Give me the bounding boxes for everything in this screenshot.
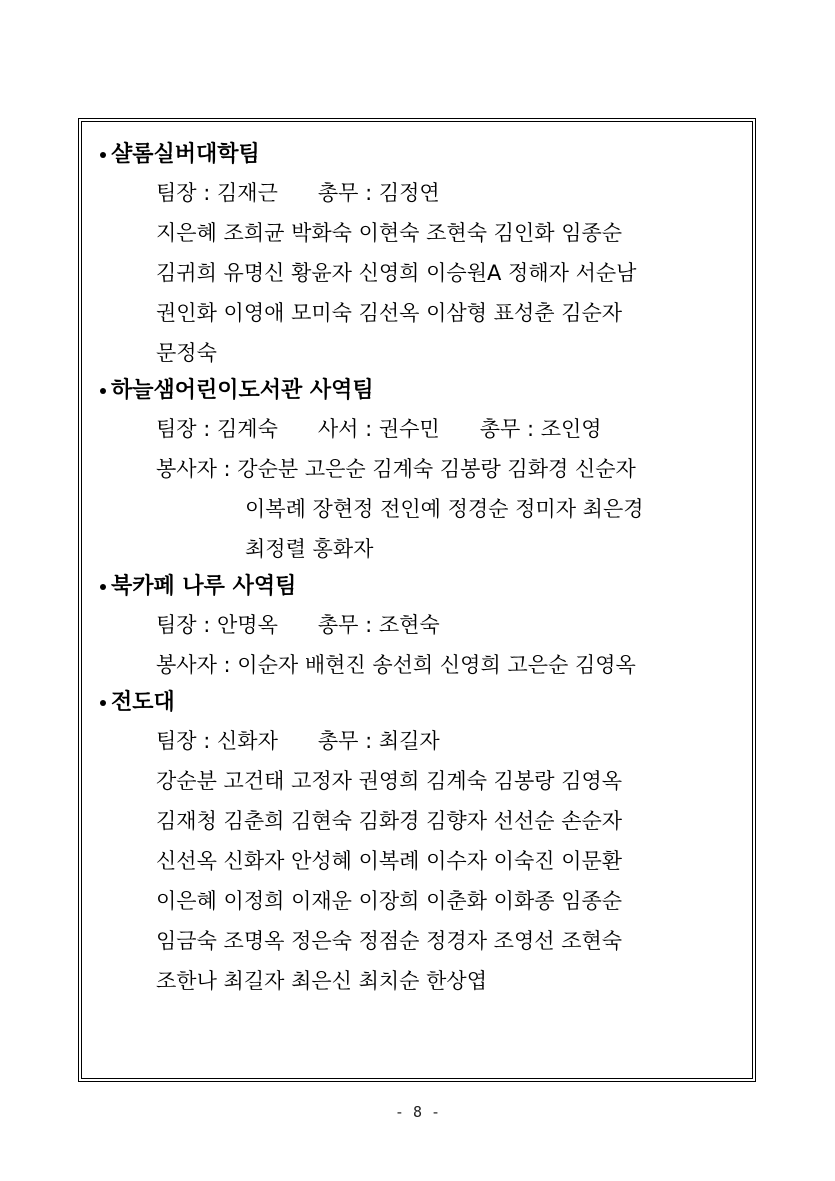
evangelism-leader: 팀장 : 신화자 [156,729,278,753]
bullet-icon [100,700,106,706]
evangelism-members-line-3: 신선옥 신화자 안성혜 이복례 이수자 이숙진 이문환 [156,849,623,873]
section-title-bookcafe [100,569,720,605]
page-number: - 8 - [394,1103,441,1121]
library-librarian: 사서 : 권수민 [317,417,440,441]
section-title-evangelism [100,685,720,721]
bullet-icon [100,388,106,394]
sharom-secretary: 총무 : 김정연 [317,181,440,205]
section-title-text: 하늘샘어린이도서관 사역팀 [111,378,374,403]
library-volunteers-line-3: 최정렬 홍화자 [245,537,374,561]
section-title-sharom [100,137,720,173]
section-title-text: 북카페 나루 사역팀 [111,574,297,599]
document-content [100,137,720,1001]
evangelism-officers [100,721,720,761]
sharom-members-line-4: 문정숙 [156,341,217,365]
evangelism-secretary: 총무 : 최길자 [317,729,440,753]
library-volunteers-line-2: 이복례 장현정 전인예 정경순 정미자 최은경 [245,497,644,521]
sharom-officers [100,173,720,213]
section-title-text: 샬롬실버대학팀 [111,142,260,167]
evangelism-members-line-5: 임금숙 조명옥 정은숙 정점순 정경자 조영선 조현숙 [156,929,623,953]
section-title-text: 전도대 [111,690,175,715]
evangelism-members-line-1: 강순분 고건태 고정자 권영희 김계숙 김봉랑 김영옥 [156,769,623,793]
sharom-members-line-2: 김귀희 유명신 황윤자 신영희 이승원A 정해자 서순남 [156,261,637,285]
library-volunteers-line-1: 봉사자 : 강순분 고은순 김계숙 김봉랑 김화경 신순자 [156,457,636,481]
section-title-library [100,373,720,409]
bookcafe-secretary: 총무 : 조현숙 [317,613,440,637]
bookcafe-volunteers: 봉사자 : 이순자 배현진 송선희 신영희 고은순 김영옥 [156,653,636,677]
bullet-icon [100,152,106,158]
sharom-members-line-3: 권인화 이영애 모미숙 김선옥 이삼형 표성춘 김순자 [156,301,623,325]
sharom-members-line-1: 지은혜 조희균 박화숙 이현숙 조현숙 김인화 임종순 [156,221,623,245]
bookcafe-leader: 팀장 : 안명옥 [156,613,278,637]
bullet-icon [100,584,106,590]
library-secretary: 총무 : 조인영 [479,417,602,441]
evangelism-members-line-4: 이은혜 이정희 이재운 이장희 이춘화 이화종 임종순 [156,889,623,913]
sharom-leader: 팀장 : 김재근 [156,181,278,205]
bookcafe-officers [100,605,720,645]
evangelism-members-line-6: 조한나 최길자 최은신 최치순 한상엽 [156,969,487,993]
library-leader: 팀장 : 김계숙 [156,417,278,441]
library-officers [100,409,720,449]
evangelism-members-line-2: 김재청 김춘희 김현숙 김화경 김향자 선선순 손순자 [156,809,623,833]
